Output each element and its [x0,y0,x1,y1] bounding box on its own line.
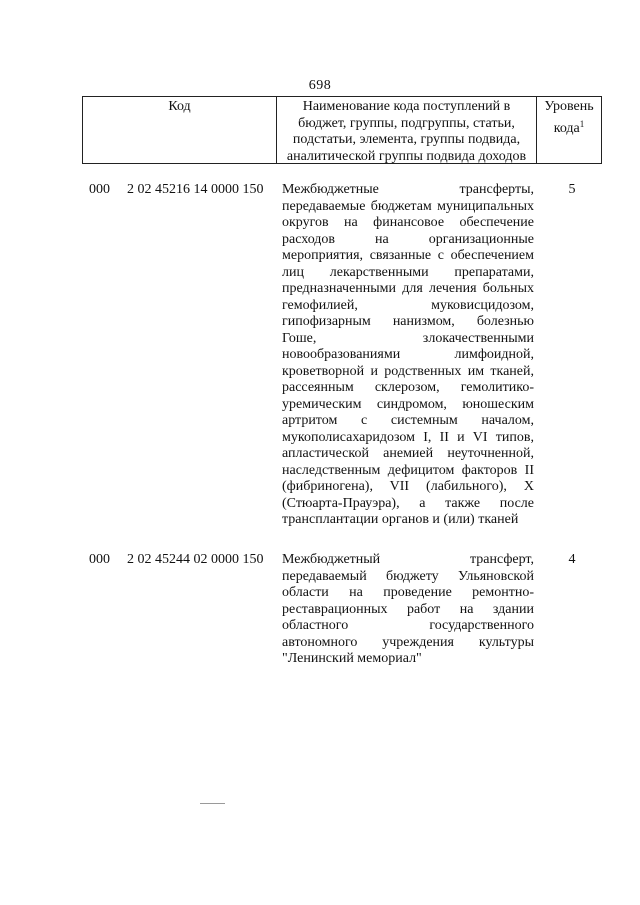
row-name: Межбюджетный трансферт, передаваемый бюджету Ульяновской области на проведение ремонтно-реставрационных работ на здании областного государственного автономного учреждения культуры "Ленинский мемориал" [282,552,534,666]
row-level: 5 [568,182,576,197]
row-admin-code: 000 [89,552,110,567]
header-level-label: Уровень кода [544,99,594,136]
footer-mark [200,803,225,804]
page-number: 698 [308,78,332,93]
header-level [537,97,601,163]
row-code: 2 02 45244 02 0000 150 [127,552,264,567]
row-name: Межбюджетные трансферты, передаваемые бюджетам муниципальных округов на финансовое обеспечение расходов на организационные мероприятия, связанные с обеспечением лиц лекарственными препаратами, предназначенными для лечения больных гемофилией, муковисцидозом, гипофизарным нанизмом, болезнью Гоше, злокачественными новообразованиями лимфоидной, кроветворной и родственных им тканей, рассеянным склерозом, гемолитико-уремическим синдромом, юношеским артритом с системным началом, мукополисахаридозом I, II и VI типов, апластической анемией неуточненной, наследственным дефицитом факторов II (фибриногена), VII (лабильного), X (Стюарта-Прауэра), а также после трансплантации органов и (или) тканей [282,182,534,527]
header-code: Код [83,97,277,163]
header-name: Наименование кода поступлений в бюджет, группы, подгруппы, статьи, подстатьи, элемента, группы подвида, аналитической группы подвида доходов [277,97,537,163]
row-level: 4 [568,552,576,567]
table-header [82,96,602,164]
row-admin-code: 000 [89,182,110,197]
row-code: 2 02 45216 14 0000 150 [127,182,264,197]
header-level-footnote: 1 [579,118,585,129]
